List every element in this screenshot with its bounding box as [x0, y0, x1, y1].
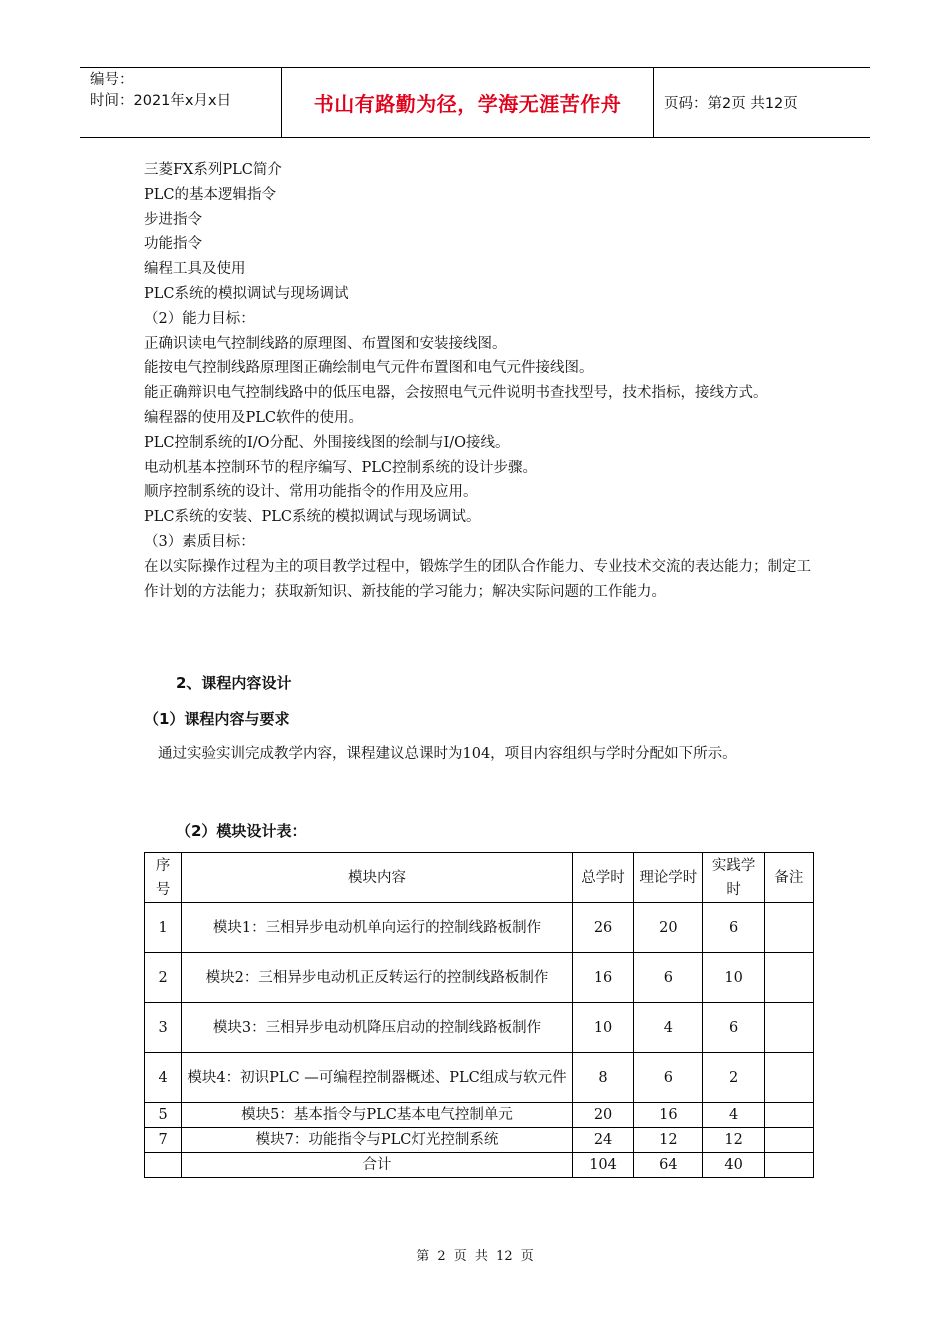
cell-content: 模块5：基本指令与PLC基本电气控制单元	[182, 1103, 573, 1128]
header-cell: 实践学时	[703, 853, 764, 903]
cell-total: 24	[572, 1128, 633, 1153]
table-row	[145, 1103, 814, 1128]
total-hours: 104	[572, 1153, 633, 1178]
cell-theory: 6	[634, 1053, 703, 1103]
table-row	[145, 1003, 814, 1053]
cell-remark	[764, 1103, 813, 1128]
cell-content: 模块4：初识PLC —可编程控制器概述、PLC组成与软元件	[182, 1053, 573, 1103]
knowledge-item: 编程工具及使用	[144, 261, 246, 278]
cell-practice: 4	[703, 1103, 764, 1128]
cell-theory: 12	[634, 1128, 703, 1153]
module-table	[144, 852, 814, 1178]
cell-total: 20	[572, 1103, 633, 1128]
cell-no: 2	[145, 953, 182, 1003]
cell-content: 模块2：三相异步电动机正反转运行的控制线路板制作	[182, 953, 573, 1003]
table-row	[145, 1128, 814, 1153]
cell-no: 3	[145, 1003, 182, 1053]
cell-remark	[764, 953, 813, 1003]
cell-remark	[764, 1053, 813, 1103]
knowledge-item: PLC系统的模拟调试与现场调试	[144, 285, 349, 302]
cell-no: 1	[145, 903, 182, 953]
total-label: 合计	[182, 1153, 573, 1178]
ability-item: PLC控制系统的I/O分配、外围接线图的绘制与I/O接线。	[144, 434, 510, 451]
cell-no: 4	[145, 1053, 182, 1103]
cell-no: 5	[145, 1103, 182, 1128]
cell-remark	[764, 1128, 813, 1153]
header-meta	[80, 68, 282, 137]
ability-item: PLC系统的安装、PLC系统的模拟调试与现场调试。	[144, 509, 481, 526]
ability-heading: （2）能力目标：	[144, 310, 255, 327]
section-title: 2、课程内容设计	[176, 674, 292, 692]
knowledge-item: 三菱FX系列PLC简介	[144, 162, 282, 178]
ability-item: 正确识读电气控制线路的原理图、布置图和安装接线图。	[144, 335, 507, 352]
cell-theory: 20	[634, 903, 703, 953]
ability-item: 顺序控制系统的设计、常用功能指令的作用及应用。	[144, 484, 478, 501]
cell-theory: 6	[634, 953, 703, 1003]
header-cell: 模块内容	[182, 853, 573, 903]
table-header-row	[145, 853, 814, 903]
table-caption: （2）模块设计表：	[176, 822, 307, 840]
table-row	[145, 903, 814, 953]
total-theory: 64	[634, 1153, 703, 1178]
knowledge-item: PLC的基本逻辑指令	[144, 186, 276, 203]
table-total-row	[145, 1153, 814, 1178]
cell-practice: 6	[703, 903, 764, 953]
quality-heading: （3）素质目标：	[144, 533, 255, 550]
section-paragraph: 通过实验实训完成教学内容，课程建议总课时为104，项目内容组织与学时分配如下所示。	[158, 746, 737, 762]
cell-practice: 6	[703, 1003, 764, 1053]
cell-practice: 10	[703, 953, 764, 1003]
cell-total: 8	[572, 1053, 633, 1103]
body-text	[144, 158, 820, 604]
cell-total: 10	[572, 1003, 633, 1053]
cell-remark	[764, 1003, 813, 1053]
total-practice: 40	[703, 1153, 764, 1178]
cell-remark	[764, 1153, 813, 1178]
cell-theory: 16	[634, 1103, 703, 1128]
cell-total: 26	[572, 903, 633, 953]
number-label: 编号：	[90, 72, 134, 88]
cell-theory: 4	[634, 1003, 703, 1053]
ability-item: 能按电气控制线路原理图正确绘制电气元件布置图和电气元件接线图。	[144, 360, 594, 377]
knowledge-item: 步进指令	[144, 211, 202, 228]
cell-content: 模块7：功能指令与PLC灯光控制系统	[182, 1128, 573, 1153]
cell-practice: 2	[703, 1053, 764, 1103]
date-label: 时间：2021年x月x日	[90, 93, 232, 109]
header-cell: 序号	[145, 853, 182, 903]
table-row	[145, 1053, 814, 1103]
knowledge-item: 功能指令	[144, 236, 202, 253]
page-footer: 第 2 页 共 12 页	[416, 1249, 534, 1264]
cell-total: 16	[572, 953, 633, 1003]
ability-item: 编程器的使用及PLC软件的使用。	[144, 409, 363, 426]
header-motto: 书山有路勤为径，学海无涯苦作舟	[282, 68, 654, 137]
cell-content: 模块1：三相异步电动机单向运行的控制线路板制作	[182, 903, 573, 953]
cell-content: 模块3：三相异步电动机降压启动的控制线路板制作	[182, 1003, 573, 1053]
subsection-title: （1）课程内容与要求	[144, 710, 290, 728]
quality-text: 在以实际操作过程为主的项目教学过程中，锻炼学生的团队合作能力、专业技术交流的表达能力；制定工作计划的方法能力；获取新知识、新技能的学习能力；解决实际问题的工作能力。	[144, 558, 811, 600]
page-header	[80, 67, 870, 138]
ability-item: 电动机基本控制环节的程序编写、PLC控制系统的设计步骤。	[144, 459, 537, 476]
header-cell: 总学时	[572, 853, 633, 903]
ability-item: 能正确辩识电气控制线路中的低压电器，会按照电气元件说明书查找型号，技术指标，接线方式。	[144, 385, 768, 402]
cell-remark	[764, 903, 813, 953]
cell-practice: 12	[703, 1128, 764, 1153]
header-cell: 理论学时	[634, 853, 703, 903]
cell-no	[145, 1153, 182, 1178]
table-row	[145, 953, 814, 1003]
cell-no: 7	[145, 1128, 182, 1153]
header-page-label: 页码：第2页 共12页	[664, 96, 798, 112]
header-cell: 备注	[764, 853, 813, 903]
